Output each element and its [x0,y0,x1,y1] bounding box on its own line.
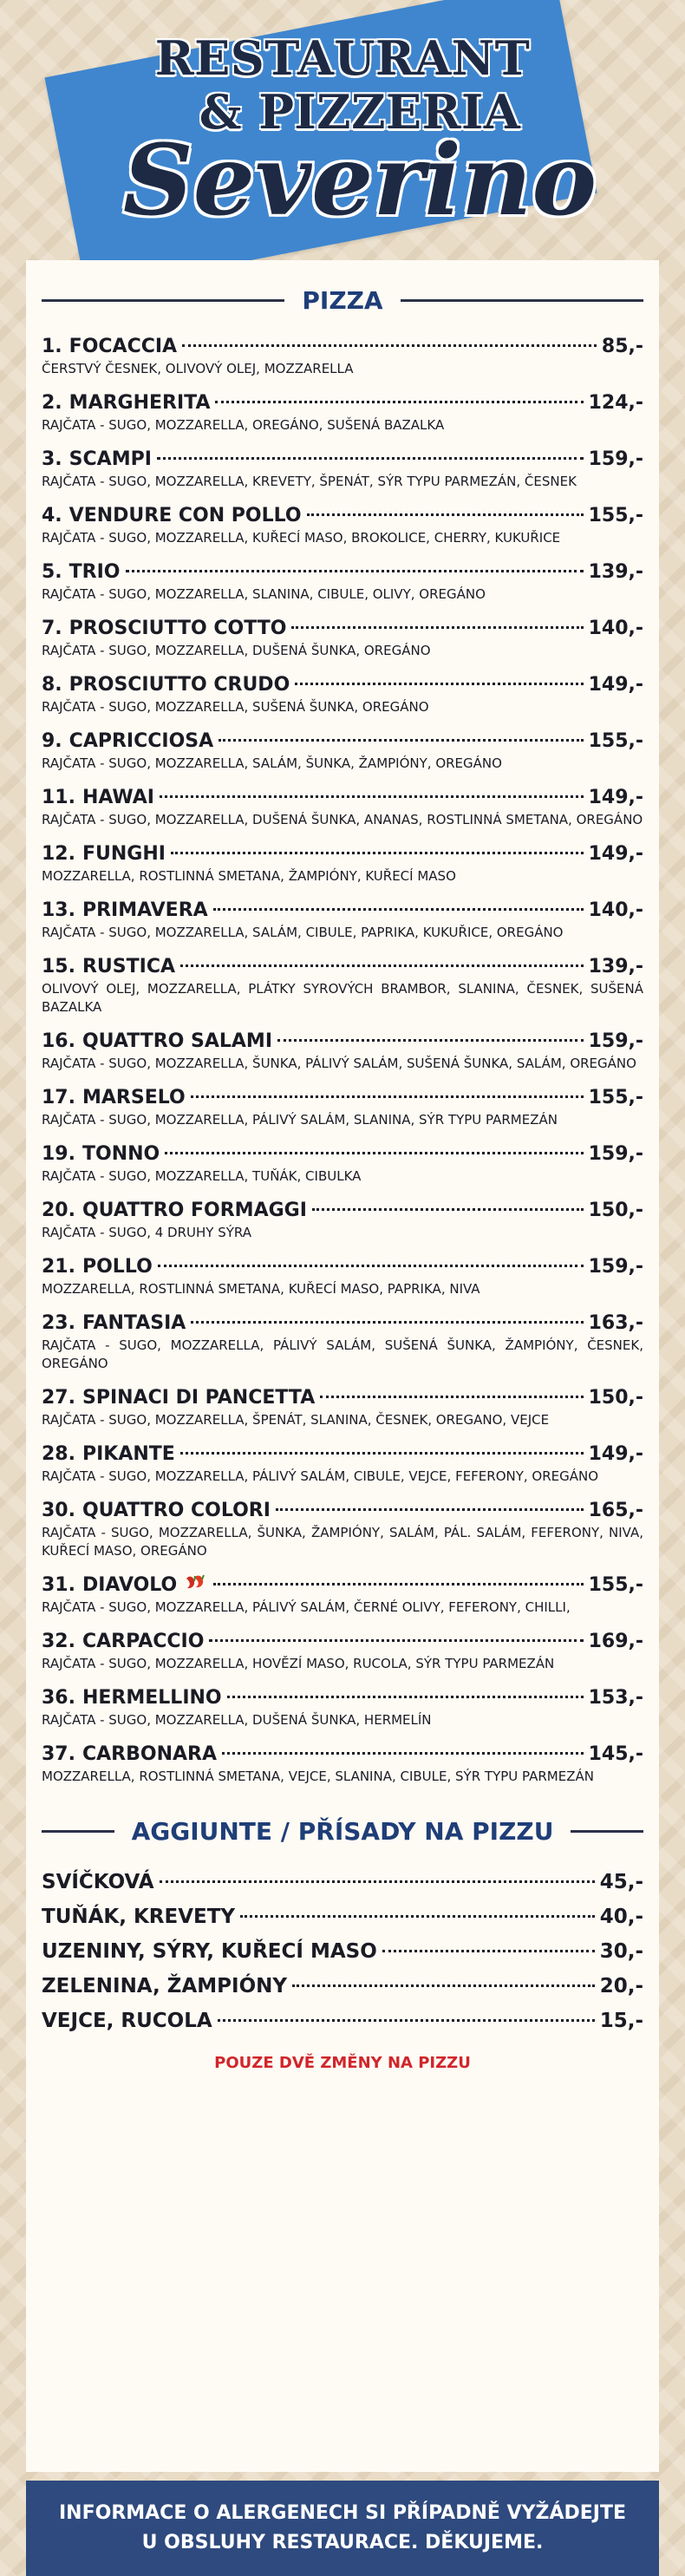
item-number: 12. [42,843,75,865]
item-price: 150,- [588,1200,643,1221]
extras-section-header [42,1817,643,1846]
item-price: 153,- [588,1687,643,1709]
item-name: FUNGHI [82,843,166,865]
menu-item [42,616,643,660]
extra-name: UZENINY, SÝRY, KUŘECÍ MASO [42,1940,377,1963]
dot-leader [215,401,583,403]
menu-item-row [42,1572,643,1599]
menu-item-row [42,616,643,642]
item-ingredients: RAJČATA - SUGO, MOZZARELLA, SALÁM, ŠUNKA, ŽAMPIÓNY, OREGÁNO [42,755,502,771]
item-price: 155,- [588,1087,643,1108]
item-price: 140,- [588,899,643,921]
dot-leader [191,1321,583,1324]
item-ingredients: RAJČATA - SUGO, MOZZARELLA, DUŠENÁ ŠUNKA, OREGÁNO [42,643,431,658]
item-price: 149,- [588,843,643,865]
extra-name: SVÍČKOVÁ [42,1871,154,1893]
dot-leader [291,626,583,629]
item-number: 2. [42,392,62,414]
item-name: DIAVOLO [82,1574,178,1596]
extras-section-title: AGGIUNTE / PŘÍSADY NA PIZZU [131,1817,554,1846]
dot-leader [180,1452,584,1455]
divider-right [571,1830,643,1833]
item-ingredients: MOZZARELLA, ROSTLINNÁ SMETANA, KUŘECÍ MASO, PAPRIKA, NIVA [42,1281,480,1297]
dot-leader [158,1265,584,1267]
extra-price: 30,- [599,1940,643,1963]
item-number: 8. [42,674,62,696]
menu-item [42,1385,643,1429]
menu-item [42,1685,643,1729]
dot-leader [312,1208,584,1211]
item-name: QUATTRO COLORI [82,1500,271,1521]
item-ingredients: MOZZARELLA, ROSTLINNÁ SMETANA, ŽAMPIÓNY, KUŘECÍ MASO [42,868,456,884]
item-price: 139,- [588,561,643,583]
item-name: PROSCIUTTO CRUDO [68,674,290,696]
item-price: 159,- [588,448,643,470]
menu-item [42,1141,643,1186]
dot-leader [227,1696,584,1698]
extra-item [42,1969,643,2004]
item-ingredients: RAJČATA - SUGO, MOZZARELLA, SLANINA, CIBULE, OLIVY, OREGÁNO [42,586,486,602]
menu-item [42,559,643,604]
extra-name: ZELENINA, ŽAMPIÓNY [42,1975,288,1997]
menu-item-row [42,1442,643,1468]
item-number: 4. [42,505,62,526]
item-name: TRIO [68,561,121,583]
menu-item [42,390,643,435]
chili-pepper-icon [184,1572,208,1590]
item-price: 159,- [588,1256,643,1278]
extras-list [42,1865,643,2038]
menu-item-row [42,1029,643,1055]
dot-leader [171,852,584,854]
menu-item-row [42,1198,643,1224]
item-number: 31. [42,1574,75,1596]
item-ingredients: ČERSTVÝ ČESNEK, OLIVOVÝ OLEJ, MOZZARELLA [42,361,354,376]
logo-line-pizzeria: & PIZZERIA [199,84,521,140]
menu-item [42,785,643,829]
menu-card [26,260,659,2472]
item-number: 16. [42,1030,75,1052]
dot-leader [222,1752,584,1755]
dot-leader [180,964,584,967]
item-number: 13. [42,899,75,921]
item-number: 9. [42,730,62,752]
menu-item-row [42,334,643,360]
dot-leader [157,457,584,460]
item-price: 169,- [588,1631,643,1652]
menu-item-row [42,1742,643,1768]
item-name: CAPRICCIOSA [68,730,214,752]
item-name: CARPACCIO [82,1631,205,1652]
item-ingredients: RAJČATA - SUGO, MOZZARELLA, ŠPENÁT, SLANINA, ČESNEK, OREGANO, VEJCE [42,1412,550,1428]
item-name: MARSELO [82,1087,186,1108]
logo-line-restaurant: RESTAURANT [154,30,531,86]
item-price: 159,- [588,1143,643,1165]
dot-leader [165,1152,583,1154]
menu-item-row [42,1085,643,1111]
extras-note: POUZE DVĚ ZMĚNY NA PIZZU [214,2054,471,2072]
extra-name: VEJCE, RUCOLA [42,2010,212,2032]
extra-item [42,1899,643,1934]
dot-leader [240,1915,595,1918]
menu-item-row [42,785,643,811]
item-name: POLLO [82,1256,153,1278]
extra-price: 15,- [599,2010,643,2032]
item-price: 159,- [588,1030,643,1052]
pizza-section-header [42,286,643,315]
item-ingredients: MOZZARELLA, ROSTLINNÁ SMETANA, VEJCE, SLANINA, CIBULE, SÝR TYPU PARMEZÁN [42,1769,594,1784]
item-name: HAWAI [82,787,154,808]
menu-item [42,1442,643,1486]
item-ingredients: OLIVOVÝ OLEJ, MOZZARELLA, PLÁTKY SYROVÝCH BRAMBOR, SLANINA, ČESNEK, SUŠENÁ BAZALKA [42,981,643,1015]
item-price: 165,- [588,1500,643,1521]
item-ingredients: RAJČATA - SUGO, MOZZARELLA, DUŠENÁ ŠUNKA, ANANAS, ROSTLINNÁ SMETANA, OREGÁNO [42,812,643,827]
item-name: FANTASIA [82,1312,186,1334]
item-ingredients: RAJČATA - SUGO, MOZZARELLA, SALÁM, CIBULE, PAPRIKA, KUKUŘICE, OREGÁNO [42,925,564,940]
item-name: QUATTRO SALAMI [82,1030,273,1052]
dot-leader [295,683,583,685]
item-number: 23. [42,1312,75,1334]
extra-item [42,1934,643,1969]
dot-leader [182,344,597,347]
item-name: MARGHERITA [68,392,211,414]
dot-leader [320,1396,583,1398]
menu-item-row [42,841,643,867]
dot-leader [218,2019,595,2022]
item-ingredients: RAJČATA - SUGO, 4 DRUHY SÝRA [42,1225,251,1240]
item-ingredients: RAJČATA - SUGO, MOZZARELLA, PÁLIVÝ SALÁM, SLANINA, SÝR TYPU PARMEZÁN [42,1112,558,1128]
item-ingredients: RAJČATA - SUGO, MOZZARELLA, PÁLIVÝ SALÁM, CIBULE, VEJCE, FEFERONY, OREGÁNO [42,1468,599,1484]
item-number: 27. [42,1387,75,1409]
item-ingredients: RAJČATA - SUGO, MOZZARELLA, OREGÁNO, SUŠENÁ BAZALKA [42,417,445,433]
item-price: 163,- [588,1312,643,1334]
menu-item [42,1254,643,1298]
menu-item-row [42,559,643,585]
extra-price: 45,- [599,1871,643,1893]
menu-item [42,1085,643,1129]
item-name: HERMELLINO [82,1687,222,1709]
item-price: 124,- [588,392,643,414]
item-number: 36. [42,1687,75,1709]
item-number: 20. [42,1200,75,1221]
menu-item-row [42,1311,643,1337]
menu-item-row [42,954,643,980]
menu-item-row [42,1254,643,1280]
dot-leader [126,570,584,572]
item-name: VENDURE CON POLLO [68,505,302,526]
item-number: 17. [42,1087,75,1108]
item-name: PROSCIUTTO COTTO [68,618,287,639]
menu-item-row [42,1141,643,1167]
allergen-info-text: INFORMACE O ALERGENECH SI PŘÍPADNĚ VYŽÁDEJTE U OBSLUHY RESTAURACE. DĚKUJEME. [58,2502,627,2553]
item-price: 145,- [588,1743,643,1765]
menu-item-row [42,1385,643,1411]
item-number: 19. [42,1143,75,1165]
item-number: 11. [42,787,75,808]
dot-leader [382,1950,595,1952]
extra-item [42,1865,643,1899]
divider-left [42,1830,114,1833]
dot-leader [307,513,584,516]
menu-item [42,729,643,773]
menu-item [42,447,643,491]
item-number: 1. [42,336,62,357]
menu-item-row [42,390,643,416]
item-number: 5. [42,561,62,583]
item-price: 149,- [588,1443,643,1465]
menu-item-row [42,729,643,755]
restaurant-logo [0,30,685,238]
menu-item-row [42,1685,643,1711]
menu-item [42,1498,643,1560]
item-price: 85,- [601,336,643,357]
divider-right [401,299,643,302]
item-ingredients: RAJČATA - SUGO, MOZZARELLA, KUŘECÍ MASO, BROKOLICE, CHERRY, KUKUŘICE [42,530,561,546]
dot-leader [160,795,584,798]
menu-item-row [42,447,643,473]
item-price: 150,- [588,1387,643,1409]
item-name: TONNO [82,1143,160,1165]
extra-name: TUŇÁK, KREVETY [42,1906,236,1928]
item-ingredients: RAJČATA - SUGO, MOZZARELLA, SUŠENÁ ŠUNKA, OREGÁNO [42,699,429,715]
menu-item [42,841,643,886]
item-ingredients: RAJČATA - SUGO, MOZZARELLA, HOVĚZÍ MASO, RUCOLA, SÝR TYPU PARMEZÁN [42,1656,555,1671]
pizza-section-title: PIZZA [302,286,383,315]
item-number: 32. [42,1631,75,1652]
menu-item [42,1572,643,1617]
item-name: PRIMAVERA [82,899,208,921]
item-name: CARBONARA [82,1743,217,1765]
item-price: 149,- [588,674,643,696]
item-number: 30. [42,1500,75,1521]
item-number: 3. [42,448,62,470]
dot-leader [276,1508,584,1511]
menu-item-row [42,1629,643,1655]
dot-leader [219,739,583,742]
menu-item-row [42,672,643,698]
menu-item [42,1198,643,1242]
item-number: 7. [42,618,62,639]
item-name: SPINACI DI PANCETTA [82,1387,316,1409]
pizza-list [42,334,643,1786]
dot-leader [191,1095,584,1098]
extra-price: 20,- [599,1975,643,1997]
item-ingredients: RAJČATA - SUGO, MOZZARELLA, TUŇÁK, CIBULKA [42,1168,362,1184]
dot-leader [292,1984,595,1987]
item-ingredients: RAJČATA - SUGO, MOZZARELLA, ŠUNKA, PÁLIVÝ SALÁM, SUŠENÁ ŠUNKA, SALÁM, OREGÁNO [42,1056,636,1071]
item-price: 155,- [588,730,643,752]
dot-leader [209,1639,583,1642]
dot-leader [213,908,584,911]
menu-item [42,672,643,716]
item-name: QUATTRO FORMAGGI [82,1200,307,1221]
menu-item [42,1629,643,1673]
dot-leader [160,1880,595,1883]
menu-item [42,334,643,378]
logo-line-severino: Severino [122,124,597,238]
item-price: 140,- [588,618,643,639]
item-ingredients: RAJČATA - SUGO, MOZZARELLA, KREVETY, ŠPENÁT, SÝR TYPU PARMEZÁN, ČESNEK [42,474,577,489]
menu-item [42,898,643,942]
item-number: 21. [42,1256,75,1278]
menu-item [42,954,643,1017]
menu-item [42,1742,643,1786]
item-ingredients: RAJČATA - SUGO, MOZZARELLA, DUŠENÁ ŠUNKA, HERMELÍN [42,1712,432,1728]
extra-item [42,2004,643,2038]
item-name: PIKANTE [82,1443,175,1465]
item-number: 37. [42,1743,75,1765]
item-price: 139,- [588,956,643,977]
item-ingredients: RAJČATA - SUGO, MOZZARELLA, PÁLIVÝ SALÁM, SUŠENÁ ŠUNKA, ŽAMPIÓNY, ČESNEK, OREGÁNO [42,1337,643,1371]
item-number: 28. [42,1443,75,1465]
menu-item [42,503,643,547]
item-ingredients: RAJČATA - SUGO, MOZZARELLA, ŠUNKA, ŽAMPIÓNY, SALÁM, PÁL. SALÁM, FEFERONY, NIVA, KUŘECÍ MASO, OREGÁNO [42,1525,643,1559]
extra-price: 40,- [599,1906,643,1928]
allergen-footer [26,2481,659,2576]
menu-item-row [42,1498,643,1524]
item-name: RUSTICA [82,956,175,977]
menu-item [42,1029,643,1073]
dot-leader [277,1039,584,1042]
menu-item [42,1311,643,1373]
menu-item-row [42,503,643,529]
item-price: 149,- [588,787,643,808]
item-price: 155,- [588,1574,643,1596]
divider-left [42,299,284,302]
item-number: 15. [42,956,75,977]
item-name: SCAMPI [68,448,152,470]
item-name: FOCACCIA [68,336,178,357]
menu-item-row [42,898,643,924]
item-ingredients: RAJČATA - SUGO, MOZZARELLA, PÁLIVÝ SALÁM, ČERNÉ OLIVY, FEFERONY, CHILLI, [42,1599,571,1615]
item-price: 155,- [588,505,643,526]
dot-leader [213,1583,583,1585]
